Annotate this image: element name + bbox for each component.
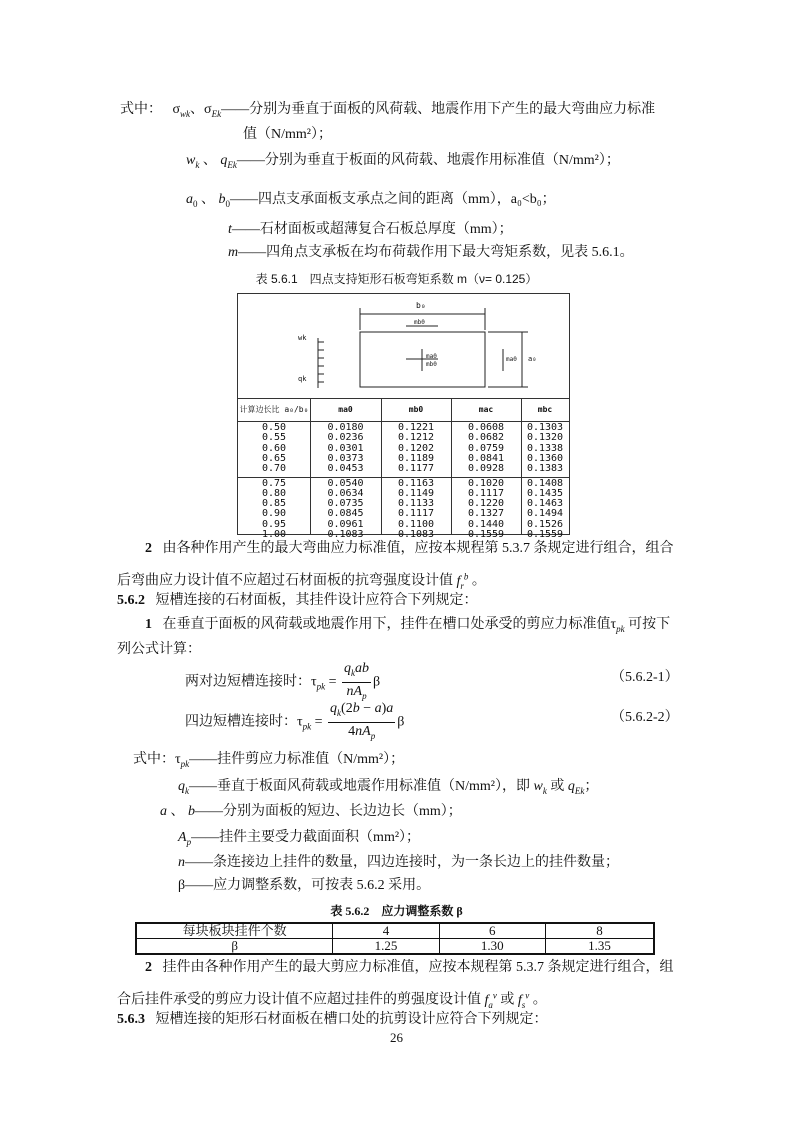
label-a0: a₀ [528,355,537,363]
def-Ap: $A_p——$挂件主要受力截面面积（mm²）； [178,830,421,847]
table1-cell: 0.0634 [327,487,364,499]
table1-cell: 0.0682 [467,432,505,444]
table1-cell: 0.1189 [397,452,435,464]
table2-caption: 表 5.6.2 应力调整系数 β [330,904,463,918]
formula-5-6-2-2: 四边短槽连接时：$\tau_{pk}$ = $\frac{q_k(2b - a)a}{4nA_p}$ β [185,701,405,741]
table1-cell: 0.1408 [526,477,564,489]
table1-cell: 0.1083 [397,529,435,540]
label-mb0: mb0 [414,319,425,326]
stress-adjustment-table [135,922,655,955]
table1-cell: 0.1494 [526,508,564,520]
table1-cell: 0.0845 [327,508,364,520]
table1-cell: 0.1100 [397,518,435,530]
header-col-1: ma0 [338,405,353,414]
table1-cell: 0.1360 [526,452,564,464]
table1-cell: 0.55 [261,432,287,444]
table-row: 每块板块挂件个数 4 6 8 [136,923,654,939]
table1-cell: 0.0540 [327,477,364,489]
table1-cell: 0.1303 [526,422,564,433]
table1-cell: 0.0236 [327,432,364,444]
label-qk: qk [298,375,307,383]
label-center-1: ma0 [426,353,437,360]
table1-cell: 0.1020 [467,477,505,489]
table1-cell: 0.1559 [467,529,505,540]
table1-cell: 0.1221 [397,422,435,433]
table1-cell: 0.1133 [397,498,435,510]
table1-cell: 0.1463 [526,498,564,510]
table1-cell: 0.1202 [397,442,435,454]
table1-cell: 0.1163 [397,477,435,489]
table-row: β 1.25 1.30 1.35 [136,939,654,955]
table1-cell: 0.1083 [327,529,364,540]
table1-cell: 1.00 [261,529,287,540]
label-center-2: mb0 [426,361,437,368]
table1-caption: 表 5.6.1 四点支持矩形石板弯矩系数 m（ν= 0.125） [255,272,538,286]
table1-cell: 0.1383 [526,463,564,475]
def-sigma: 式中： $\sigma_{wk}$、$\sigma_{Ek}——$分别为垂直于面板的风荷载、地震作用下产生的最大弯曲应力标准 [120,102,656,119]
def-a0b0: $a_0$ 、 $b_0——$四点支承面板支承点之间的距离（mm），a₀<b₀； [186,192,556,209]
table1-cell: 0.0735 [327,498,364,510]
table1-cell: 0.1559 [526,529,564,540]
label-b0: b₀ [416,301,426,310]
table1-cell: 0.75 [261,477,287,489]
def-tau: 式中：$\tau_{pk}——$挂件剪应力标准值（N/mm²）； [133,752,405,769]
table1-cell: 0.1177 [397,463,435,475]
table1-cell: 0.1338 [526,442,564,454]
table1-cell: 0.0453 [327,463,364,475]
table1-cell: 0.1117 [467,487,505,499]
table1-cell: 0.85 [261,498,287,510]
def-wk: $w_k$ 、 $q_{Ek}——$分别为垂直于板面的风荷载、地震作用标准值（N/mm²）； [186,153,620,170]
table1-cell: 0.65 [261,452,287,464]
def-qk: $q_k——$垂直于板面风荷载或地震作用标准值（N/mm²），即 $w_k$ 或 $q_{Ek}$； [178,779,599,796]
def-sigma-cont: 值（N/mm²）； [243,127,332,142]
table1-cell: 0.50 [261,422,287,433]
table1-cell: 0.0373 [327,452,364,464]
plate-diagram [238,294,569,398]
def-t: t——石材面板或超薄复合石板总厚度（mm）； [228,222,513,237]
table1-cell: 0.1117 [397,508,435,520]
table1-cell: 0.1327 [467,508,505,520]
page-number: 26 [390,1030,403,1045]
formula-number-1: （5.6.2-1） [611,670,679,685]
item-1-line1: 1 在垂直于面板的风荷载或地震作用下，挂件在槽口处承受的剪应力标准值$\tau_{pk}$ 可按下 [145,617,671,634]
header-col-3: mac [478,405,494,414]
table1-cell: 0.0928 [467,463,505,475]
table1-cell: 0.1212 [397,432,435,444]
header-ratio: 计算边长比 a₀/b₀ [239,405,309,414]
label-wk: wk [298,334,307,342]
table1-cell: 0.1440 [467,518,505,530]
table1-cell: 0.1149 [397,487,435,499]
table1-cell: 0.0301 [327,442,364,454]
def-ab: a 、 b——分别为面板的短边、长边边长（mm）； [160,804,462,819]
moment-coefficient-table-figure [237,293,570,540]
table1-cell: 0.0608 [467,422,505,433]
table1-cell: 0.95 [261,518,287,530]
table1-cell: 0.90 [261,508,287,520]
item-1-line2: 列公式计算： [117,642,201,657]
header-col-2: mb0 [408,405,424,414]
def-m: m——四角点支承板在均布荷载作用下最大弯矩系数，见表 5.6.1。 [228,245,634,260]
formula-number-2: （5.6.2-2） [611,710,679,725]
table1-cell: 0.60 [261,442,287,454]
table1-cell: 0.70 [261,463,287,475]
para-2-line2: 后弯曲应力设计值不应超过石材面板的抗弯强度设计值 $f_r^b$ 。 [117,571,486,591]
table1-cell: 0.1320 [526,432,564,444]
table1-cell: 0.80 [261,487,287,499]
def-beta: β——应力调整系数，可按表 5.6.2 采用。 [178,878,431,893]
table1-cell: 0.0759 [467,442,505,454]
para-3-line2: 合后挂件承受的剪应力设计值不应超过挂件的剪强度设计值 $f_a^v$ 或 $f_s^v$ 。 [117,990,547,1010]
formula-5-6-2-1: 两对边短槽连接时：$\tau_{pk}$ = $\frac{q_kab}{nA_p}$ β [185,661,381,701]
section-5-6-2: 5.6.2 短槽连接的石材面板，其挂件设计应符合下列规定： [117,593,478,608]
table1-cell: 0.0841 [467,452,505,464]
table1-cell: 0.1435 [526,487,564,499]
def-n: n——条连接边上挂件的数量，四边连接时，为一条长边上的挂件数量； [178,855,619,870]
para-3-line1: 2 挂件由各种作用产生的最大剪应力标准值，应按本规程第 5.3.7 条规定进行组合，组 [145,960,674,975]
header-col-4: mbc [537,405,553,414]
label-a0-inner: ma0 [506,356,517,363]
table1-cell: 0.0180 [327,422,364,433]
section-5-6-3: 5.6.3 短槽连接的矩形石材面板在槽口处的抗剪设计应符合下列规定： [117,1012,548,1027]
table1-cell: 0.0961 [327,518,364,530]
table1-cell: 0.1526 [526,518,564,530]
table1-cell: 0.1220 [467,498,505,510]
para-2-line1: 2 由各种作用产生的最大弯曲应力标准值，应按本规程第 5.3.7 条规定进行组合，组合 [145,541,674,556]
